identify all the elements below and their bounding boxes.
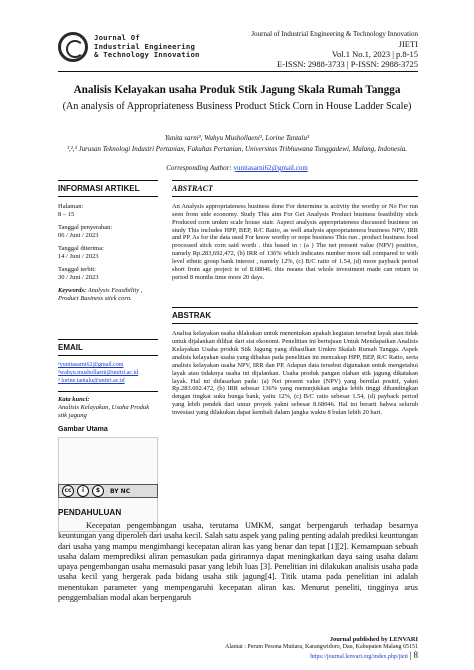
pendahuluan-heading: PENDAHULUAN: [58, 508, 122, 517]
keywords: [58, 287, 158, 303]
logo-line-3: & Technology Innovation: [94, 50, 200, 60]
corresponding-label: Corresponding Author:: [166, 164, 232, 172]
kata-kunci-value: Analisis Kelayakan, Usaha Produk stik jagung: [58, 404, 150, 419]
kata-kunci-label: Kata kunci:: [58, 396, 90, 403]
page-number: | 8: [409, 649, 418, 660]
journal-volume: Vol.1 No.1, 2023 | p.8-15: [331, 49, 418, 59]
submitted-value: 06 / Juni / 2023: [58, 232, 99, 239]
article-authors: Yunita sarni¹, Wahyu Mushollaeni², Lorine Tantalu³: [164, 134, 310, 142]
article-affiliation: ¹,²,³ Jurusan Teknologi Industri Pertanian, Fakultas Pertanian, Universitas Tribhuwana Tunggadewi, Malang, Indonesia.: [66, 145, 408, 153]
pages-label: Halaman:: [58, 203, 84, 210]
email-list: [58, 361, 158, 385]
cc-icon: cc: [62, 485, 74, 497]
article-title: Analisis Kelayakan usaha Produk Stik Jagung Skala Rumah Tangga: [73, 84, 401, 96]
logo-emblem-icon: [58, 32, 88, 62]
logo-line-2: Industrial Engineering: [94, 41, 196, 51]
abstract-text: An Analysis appropriateness business done For determine is activity the worthy or No For run seen from side economy. Study This aim For Get Analysis Product business feasibility stick Produced corn umkm scale house stair. Aspect analysis appropriateness discussed business on study This includes HPP, BEP, R/C Ratio, as well analysis appropriateness business NPV, IRR and PP. As for the data used For know worthy or nope business This run . product business food processed stick corn said worth . this based in : (a ) The net present value (NPV) positive, namely Rp.283,692,472, (b) IRR of 136% which indicates number more tall compared to with level ethnic group bank interest , namely 12%, (c) B/C ratio of 1.54, (d) more payback period short from age project ie of 8.68046. this means that whole investment made can return in period 8 months time more 20 days.: [172, 203, 418, 281]
footer-publisher: Journal published by LENVARI: [329, 636, 418, 643]
journal-issn: E-ISSN: 2988-3733 | P-ISSN: 2988-3725: [276, 59, 418, 69]
article-subtitle: (An analysis of Appropriateness Business Product Stick Corn in House Ladder Scale): [62, 101, 412, 112]
footer-journal-link[interactable]: https://journal.lenvari.org/index.php/jieti: [310, 653, 408, 660]
keywords-value: Analysis Feasibility , Product Business stick corn.: [58, 287, 143, 302]
email-link-2[interactable]: ²wahyu.mushollaeni@unitri.ac.id: [58, 370, 139, 376]
cc-license-badge[interactable]: [58, 484, 158, 498]
gambar-utama-label: Gambar Utama: [58, 426, 108, 433]
kata-kunci: [58, 391, 158, 420]
nc-icon: $: [92, 485, 104, 497]
abstrak-text: Analisa kelayakan usaha dilakukan untuk menentukan apakah kegiatan tersebut layak atau tidak untuk dijalankan dilihat dari sisi ekonomi. Penelitian ini bertujuan Untuk Mendapatkan Analisis Kelayakan Usaha produk Stik Jagung yang dihasilkan Umkm Skalah Rumah Tangga. Aspek analisis kelayakan usaha yang dibahas pada penelitian ini mencakup HPP, BEP, R/C Ratio, serta analisis kelayakan usaha NPV, IRR dan PP. Adapun data tersebut digunakan untuk mengetahui layak atau tidaknya usaha ini dijalankan. Usaha produk pangan olahan stik jagung dikatakan layak. Hal ini didasarkan pada: (a) Net present value (NPV) yang bernilai positif, yakni Rp.283.692.472, (b) IRR sebesar 136% yang menunjukkan angka lebih tinggi dibandingkan dengan tingkat suku bunga bank, yaitu 12%, (c) B/C ratio sebesar 1.54, (d) payback period yang lebih pendek dari umur proyek yakni sebesar 8.68046. Hal ini berarti bahwa seluruh investasi yang dilakukan dapat kembali dalam jangka waktu 8 bulan lebih 20 hari.: [172, 330, 418, 416]
accepted-value: 14 / Juni / 2023: [58, 253, 99, 260]
article-info: [58, 203, 158, 303]
email-link-3[interactable]: ³ lorine.tantalu@unitri.ac.id: [58, 378, 125, 384]
right-column: [172, 180, 418, 417]
abstract-heading: ABSTRACT: [172, 180, 418, 197]
left-column: [58, 180, 158, 532]
corresponding-author: [40, 164, 434, 172]
corresponding-email-link[interactable]: yunitasarni62@gmail.com: [233, 164, 308, 172]
footer-address: Alamat : Perum Pesona Mutiara, Karangwidoro, Dau, Kabupaten Malang 65151: [225, 644, 418, 651]
journal-header-info: [251, 30, 418, 69]
keywords-label: Keywords:: [58, 287, 87, 294]
published-value: 30 / Juni / 2023: [58, 274, 99, 281]
logo-line-1: Journal Of: [94, 33, 140, 43]
by-icon: i: [77, 485, 89, 497]
info-heading: INFORMASI ARTIKEL: [58, 180, 158, 197]
page-footer: [225, 636, 418, 661]
pages-value: 8 – 15: [58, 211, 75, 218]
email-heading: EMAIL: [58, 339, 158, 356]
accepted-label: Tanggal diterima:: [58, 245, 104, 252]
logo-text: [94, 34, 200, 60]
journal-logo: [58, 30, 208, 64]
published-label: Tanggal terbit:: [58, 266, 96, 273]
header-divider: [58, 71, 418, 72]
license-text: BY NC: [110, 487, 131, 495]
email-link-1[interactable]: ¹yunitasarni62@gmail.com: [58, 362, 124, 368]
submitted-label: Tanggal penyerahan:: [58, 224, 113, 231]
journal-name: Journal of Industrial Engineering & Technology Innovation: [251, 30, 418, 38]
journal-abbrev: JIETI: [398, 39, 418, 49]
abstrak-heading: ABSTRAK: [172, 307, 418, 324]
pendahuluan-text: Kecepatan pengembangan usaha, terutama UMKM, sangat berpengaruh terhadap besarnya keuntungan yang diperoleh dari usaha kecil. Salah satu aspek yang paling penting adalah prediksi keuntungan dari usaha yang mampu mengimbangi kecepatan aliran kas yang benar dan tepat [1][2]. Kemampuan sebuah usaha dalam memprediksi aliran pemasukan pada girirannya dapat meningkatkan daya saing usaha dalam upaya pengembangan usaha memasuki pasar yang lebih luas [3]. Penelitian ini dilakukan analisis usaha pada usaha kecil yang bergerak pada bidang usaha stik jagung[4]. Titik utama pada penelitian ini adalah menentukan parameter yang mempengaruhi kecepatan aliran kas. Menurut peneliti, tingginya arus penggembalian modal akan berpengaruh: [58, 521, 418, 603]
